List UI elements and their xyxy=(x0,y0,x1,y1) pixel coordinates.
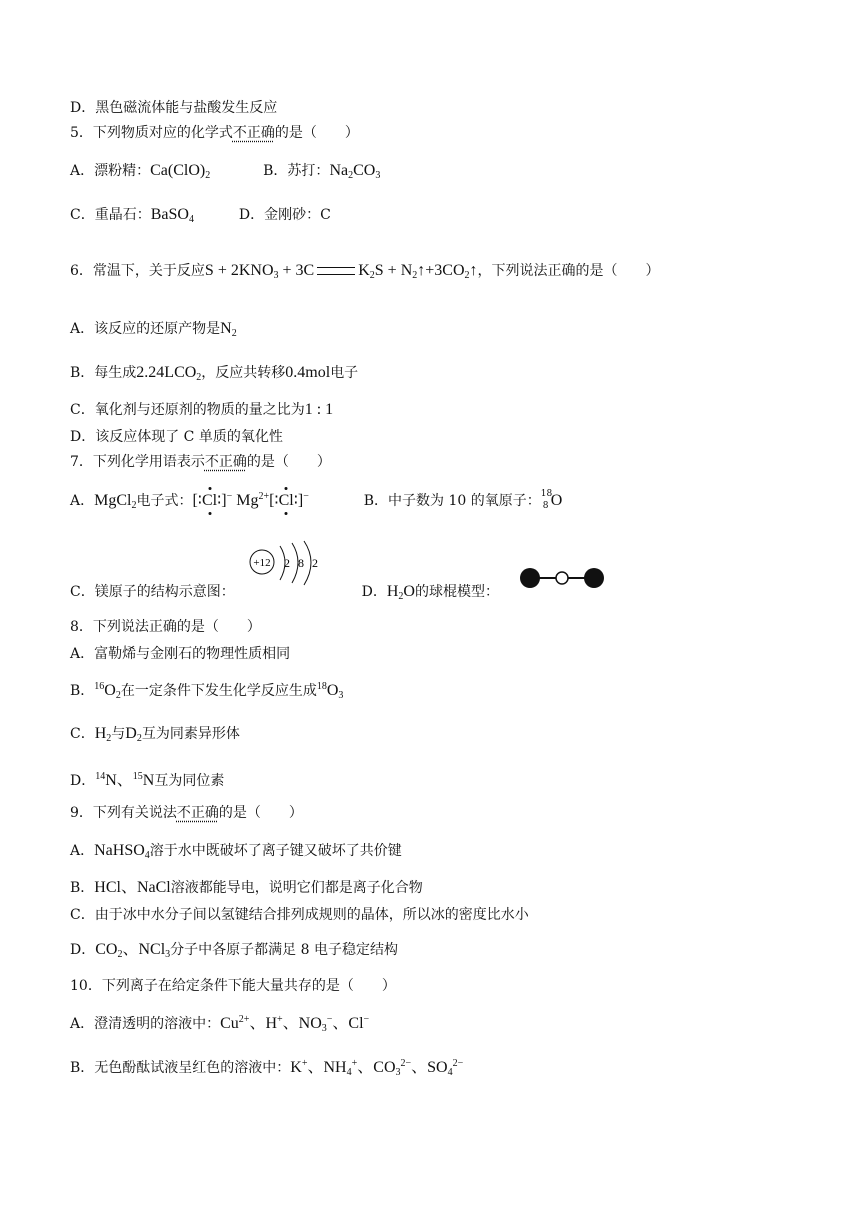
q6-a-f: N xyxy=(220,320,232,337)
q6-b-formula xyxy=(136,364,201,381)
q8-c-label: C． xyxy=(70,726,95,742)
q6-r2: + 3C xyxy=(278,262,315,279)
q9-d-label: D． xyxy=(70,942,96,958)
q8-c-f1: H xyxy=(94,725,107,742)
q6-p2-sub: 2 xyxy=(412,270,418,281)
q9-stem xyxy=(70,804,303,822)
ion-cl-charge: − xyxy=(363,1014,370,1025)
q6-option-a xyxy=(70,320,237,338)
q8-b-f2: O xyxy=(326,682,339,699)
q6-option-d: D．该反应体现了 C 单质的氧化性 xyxy=(70,429,283,445)
q8-b-formula2 xyxy=(317,682,344,699)
q6-p1-sub: 2 xyxy=(369,270,375,281)
q7-d-f2: O xyxy=(403,583,415,600)
q10-stem: 10．下列离子在给定条件下能大量共存的是（ ） xyxy=(70,978,396,994)
ion-no3-charge: − xyxy=(326,1014,333,1025)
ion-cl: 、Cl xyxy=(332,1015,364,1032)
q9-d-f1: CO xyxy=(95,941,118,958)
q5-c-formula xyxy=(151,206,194,223)
ion-so4-charge: 2− xyxy=(452,1058,464,1069)
q8-d-mass1: 14 xyxy=(95,771,106,782)
q8-b-label: B． xyxy=(70,683,95,699)
atom-ball-left xyxy=(520,568,540,588)
q9-b-text: 溶液都能导电，说明它们都是离子化合物 xyxy=(170,880,423,896)
q9-option-b xyxy=(70,879,423,897)
q9-option-d xyxy=(70,941,398,959)
q7-d-formula xyxy=(387,583,415,600)
q6-option-c xyxy=(70,401,333,419)
ion-nh4-charge: + xyxy=(351,1058,358,1069)
q9-d-text: 分子中各原子都满足 8 电子稳定结构 xyxy=(170,942,398,958)
q10-option-b xyxy=(70,1059,463,1077)
isotope-notation xyxy=(540,489,553,511)
q7-emphasis: 不正确 xyxy=(204,454,247,470)
ion-co3-sub: 3 xyxy=(395,1067,401,1078)
ion-nh4: 、NH xyxy=(307,1059,347,1076)
q6-p4: ↑ xyxy=(469,262,478,279)
q9-option-c: C．由于冰中水分子间以氢键结合排列成规则的晶体，所以冰的密度比水小 xyxy=(70,907,529,923)
q5-stem-end: 的是（ ） xyxy=(274,125,359,141)
q7-d-text: 的球棍模型： xyxy=(414,584,499,600)
cl-ion-left: [∶Cl∶] xyxy=(192,492,227,509)
q5-b-s1: 2 xyxy=(348,170,354,181)
q7-electron-formula xyxy=(192,492,308,509)
q5-b-label: B．苏打： xyxy=(263,163,330,179)
q8-c-sub1: 2 xyxy=(106,733,112,744)
q7-stem-text: 7．下列化学用语表示 xyxy=(70,454,205,470)
q7-options-cd xyxy=(70,583,499,601)
q9-a-label: A． xyxy=(70,843,95,859)
q9-a-sub: 4 xyxy=(144,850,150,861)
q6-a-text: A．该反应的还原产物是 xyxy=(70,321,221,337)
q10-b-ions xyxy=(290,1059,463,1076)
q5-b-formula xyxy=(329,162,380,179)
q10-a-ions xyxy=(220,1015,369,1032)
q9-option-a xyxy=(70,842,402,860)
q6-r1: S + 2KNO xyxy=(204,262,274,279)
q9-d-sub2: 3 xyxy=(165,949,171,960)
cl-charge-left: − xyxy=(226,491,233,502)
q7-a-formula xyxy=(94,492,136,509)
q5-emphasis: 不正确 xyxy=(232,125,275,141)
q7-a-f: MgCl xyxy=(94,492,132,509)
q6-c-ratio: 1 : 1 xyxy=(304,401,334,418)
q6-r1-sub: 3 xyxy=(273,270,279,281)
mg-atom-structure-diagram xyxy=(244,540,326,588)
q5-d-text: D．金刚砂：C xyxy=(238,207,331,223)
q5-a-label: A．漂粉精： xyxy=(70,163,151,179)
q8-d-formula xyxy=(95,772,154,789)
q7-d-f1: H xyxy=(386,583,399,600)
q9-a-formula xyxy=(94,842,150,859)
q8-b-f1: O xyxy=(104,682,116,699)
atom-ball-center xyxy=(556,572,568,584)
q9-stem-text: 9．下列有关说法 xyxy=(70,805,177,821)
q6-option-b xyxy=(70,364,358,382)
q8-b-text: 在一定条件下发生化学反应生成 xyxy=(120,683,317,699)
oxygen-symbol: O xyxy=(550,492,563,509)
q6-b-text2: ，反应共转移 xyxy=(201,365,286,381)
q8-c-and: 与 xyxy=(111,726,126,742)
q6-c-text: C．氧化剂与还原剂的物质的量之比为 xyxy=(70,402,305,418)
q6-a-formula xyxy=(220,320,237,337)
q9-b-label: B． xyxy=(70,880,95,896)
q8-option-c xyxy=(70,725,240,743)
q5-b-f1: Na xyxy=(329,162,349,179)
ion-so4-sub: 4 xyxy=(447,1067,453,1078)
mg-charge: 2+ xyxy=(258,491,270,502)
q8-b-mass1: 16 xyxy=(94,681,105,692)
q8-option-d xyxy=(70,772,224,790)
q6-b-text3: 电子 xyxy=(330,365,359,381)
ion-k: K xyxy=(290,1059,302,1076)
q8-d-text: 互为同位素 xyxy=(154,773,225,789)
atom-ball-right xyxy=(584,568,604,588)
q8-stem: 8．下列说法正确的是（ ） xyxy=(70,619,261,635)
q6-p3-sub: 2 xyxy=(464,270,470,281)
ion-co3-charge: 2− xyxy=(400,1058,412,1069)
q9-d-f2: 、NCl xyxy=(122,941,166,958)
q8-d-f2: N xyxy=(142,772,155,789)
q9-b-formula: HCl、NaCl xyxy=(94,879,171,896)
ion-no3-sub: 3 xyxy=(321,1023,327,1034)
q6-p3: ↑+3CO xyxy=(417,262,465,279)
q8-b-formula1 xyxy=(94,682,121,699)
q4-option-d: D．黑色磁流体能与盐酸发生反应 xyxy=(70,100,278,116)
q5-a-formula xyxy=(150,162,210,179)
nucleus-charge: +12 xyxy=(253,557,271,569)
mass-number: 18 xyxy=(540,489,553,499)
q7-stem xyxy=(70,453,331,471)
q8-b-sub1: 2 xyxy=(115,690,121,701)
q6-b-f: 2.24LCO xyxy=(136,364,197,381)
q6-stem-text: 6．常温下，关于反应 xyxy=(70,263,205,279)
q7-a-label: A． xyxy=(70,493,95,509)
q8-c-formula1 xyxy=(95,725,112,742)
q5-stem xyxy=(70,124,359,142)
q9-stem-end: 的是（ ） xyxy=(218,805,303,821)
q7-a-text: 电子式： xyxy=(136,493,193,509)
q9-a-f: NaHSO xyxy=(94,842,145,859)
q5-a-f1: Ca(ClO) xyxy=(150,162,206,179)
q5-options-cd xyxy=(70,206,331,224)
shell-electrons: 2 8 2 xyxy=(284,556,318,570)
q8-option-b xyxy=(70,682,343,700)
ion-h: 、H xyxy=(249,1015,277,1032)
q9-d-formula xyxy=(95,941,170,958)
mg-ion: Mg xyxy=(236,492,259,509)
q6-b-sub: 2 xyxy=(196,372,202,383)
q10-option-a xyxy=(70,1015,369,1033)
ion-no3: 、NO xyxy=(282,1015,322,1032)
q5-options-ab xyxy=(70,162,380,180)
q6-a-sub: 2 xyxy=(231,328,237,339)
q6-b-amount: 0.4mol xyxy=(285,364,331,381)
q8-c-f2: D xyxy=(125,725,137,742)
q5-c-f1: BaSO xyxy=(150,206,189,223)
ion-h-charge: + xyxy=(277,1014,283,1025)
equals-sign-icon xyxy=(317,267,355,275)
q5-a-sub: 2 xyxy=(205,170,211,181)
q8-d-mass2: 15 xyxy=(132,771,143,782)
q6-p2: S + N xyxy=(374,262,413,279)
q5-c-sub: 4 xyxy=(188,214,194,225)
ion-co3: 、CO xyxy=(357,1059,396,1076)
ion-k-charge: + xyxy=(301,1058,308,1069)
q7-stem-end: 的是（ ） xyxy=(246,454,331,470)
q5-c-label: C．重晶石： xyxy=(70,207,151,223)
cl-charge-right: − xyxy=(303,491,309,502)
ion-cu: Cu xyxy=(220,1015,239,1032)
ion-so4: 、SO xyxy=(411,1059,448,1076)
q5-b-f2: CO xyxy=(353,162,376,179)
q8-c-sub2: 2 xyxy=(136,733,142,744)
q7-d-label: D． xyxy=(361,584,387,600)
q8-b-sub2: 3 xyxy=(338,690,344,701)
q6-stem xyxy=(70,262,660,280)
atomic-number: 8 xyxy=(542,501,549,511)
q8-d-label: D． xyxy=(70,773,96,789)
q8-c-text: 互为同素异形体 xyxy=(141,726,240,742)
h2o-ball-stick-model xyxy=(516,566,608,590)
q10-b-text: B．无色酚酞试液呈红色的溶液中： xyxy=(70,1060,291,1076)
q9-d-sub1: 2 xyxy=(117,949,123,960)
cl-ion-right: [∶Cl∶] xyxy=(269,492,304,509)
q8-d-f1: N、 xyxy=(105,772,133,789)
q6-b-text: B．每生成 xyxy=(70,365,137,381)
q6-stem-end: ，下列说法正确的是（ ） xyxy=(477,263,660,279)
q8-option-a: A．富勒烯与金刚石的物理性质相同 xyxy=(70,646,291,662)
q6-equation xyxy=(205,262,478,279)
q7-options-ab xyxy=(70,489,563,511)
q6-p1: K xyxy=(358,262,370,279)
q8-b-mass2: 18 xyxy=(316,681,327,692)
q5-stem-text: 5．下列物质对应的化学式 xyxy=(70,125,233,141)
ion-cu-charge: 2+ xyxy=(238,1014,250,1025)
q7-c-text: C．镁原子的结构示意图： xyxy=(70,584,235,600)
q7-d-sub: 2 xyxy=(398,591,404,602)
q7-b-text: B．中子数为 10 的氧原子： xyxy=(363,493,541,509)
ion-nh4-sub: 4 xyxy=(346,1067,352,1078)
q9-emphasis: 不正确 xyxy=(176,805,219,821)
q8-c-formula2 xyxy=(125,725,142,742)
q7-a-sub: 2 xyxy=(131,500,137,511)
q9-a-text: 溶于水中既破坏了离子键又破坏了共价键 xyxy=(149,843,402,859)
q5-b-s2: 3 xyxy=(375,170,381,181)
q10-a-text: A．澄清透明的溶液中： xyxy=(70,1016,221,1032)
